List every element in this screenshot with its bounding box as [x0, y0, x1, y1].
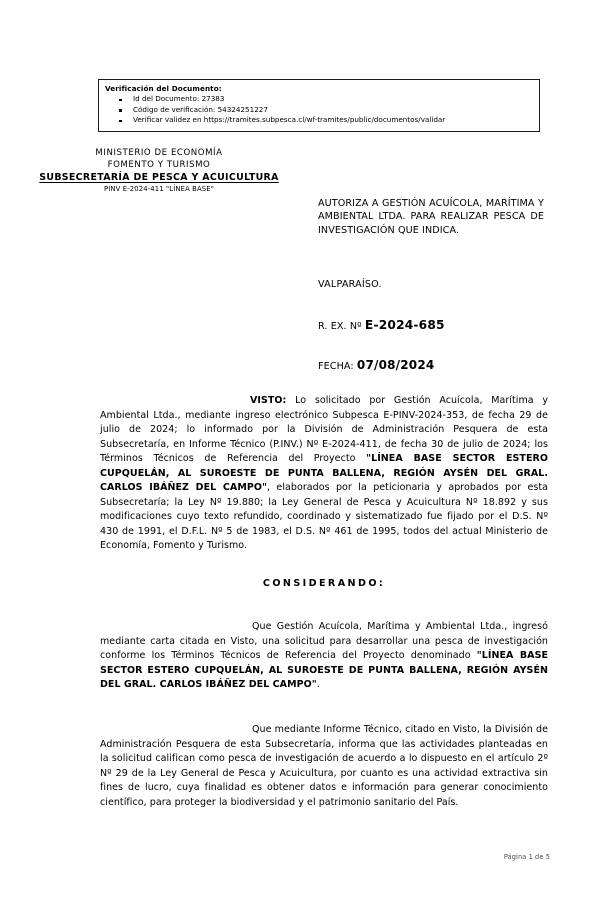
- considerando-2-text: Que mediante Informe Técnico, citado en Visto, la División de Administración Pesquera de esta Subsecretaría, informa que las actividades planteadas en la solicitud califican como pesca de investigación de acuerdo a lo dispuesto en el artículo 2º Nº 29 de la Ley General de Pesca y Acuicultura, por cuanto es una actividad extractiva sin fines de lucro, cuya finalidad es obtener datos e información para generar conocimiento científico, para proteger la biodiversidad y el patrimonio sanitario del País.: [100, 724, 548, 808]
- subject-block: AUTORIZA A GESTIÓN ACUÍCOLA, MARÍTIMA Y AMBIENTAL LTDA. PARA REALIZAR PESCA DE INVESTIGACIÓN QUE INDICA.: [318, 198, 544, 236]
- visto-part1: Lo solicitado por Gestión Acuícola, Marítima y Ambiental Ltda., mediante ingreso electrónico Subpesca E-PINV-2024-353, de fecha 29 de julio de 2024; lo informado por la División de Administración Pesquera de esta Subsecretaría, en Informe Técnico (P.INV.) Nº E-2024-411, de fecha 30 de julio de 2024; los Términos Técnicos de Referencia del Proyecto: [100, 395, 548, 464]
- date-line: [318, 358, 434, 372]
- date-label: FECHA:: [318, 361, 354, 372]
- considerando-paragraph-2: [100, 723, 548, 810]
- visto-part2: , elaborados por la peticionaria y aprobados por esta Subsecretaría; la Ley Nº 19.880; la Ley General de Pesca y Acuicultura Nº 18.892 y sus modificaciones cuyo texto refundido, coordinado y sistematizado fue fijado por el D.S. Nº 430 de 1991, el D.F.L. Nº 5 de 1983, el D.S. Nº 461 de 1995, todos del actual Ministerio de Economía, Fomento y Turismo.: [100, 482, 549, 551]
- considerando-1-project-title: "LÍNEA BASE SECTOR ESTERO CUPQUELÁN, AL SUROESTE DE PUNTA BALLENA, REGIÓN AYSÉN DEL GRAL. CARLOS IBÁÑEZ DEL CAMPO": [100, 650, 548, 690]
- verification-title: Verificación del Documento:: [105, 84, 222, 93]
- resolution-number: E-2024-685: [364, 318, 445, 332]
- verification-list: [105, 94, 533, 126]
- letterhead: [28, 148, 290, 194]
- considerando-1-part2: .: [316, 679, 320, 690]
- visto-project-title: "LÍNEA BASE SECTOR ESTERO CUPQUELÁN, AL SUROESTE DE PUNTA BALLENA, REGIÓN AYSÉN DEL GRAL. CARLOS IBÁÑEZ DEL CAMPO": [100, 453, 548, 493]
- resolution-label: R. EX. Nº: [318, 321, 362, 332]
- place-of-issue: VALPARAÍSO.: [318, 279, 382, 290]
- page-number: Página 1 de 5: [503, 853, 550, 861]
- verification-item-id: Id del Documento: 27383: [105, 94, 533, 105]
- ministry-name: MINISTERIO DE ECONOMÍA: [95, 148, 223, 158]
- considerando-heading: CONSIDERANDO:: [262, 578, 386, 589]
- considerando-1-part1: Que Gestión Acuícola, Marítima y Ambiental Ltda., ingresó mediante carta citada en Visto, una solicitud para desarrollar una pesca de investigación conforme los Términos Técnicos de Referencia del Proyecto denominado: [100, 621, 548, 661]
- resolution-line: [318, 318, 445, 332]
- considerando-paragraph-1: [100, 620, 548, 693]
- ministry-subline: FOMENTO Y TURISMO: [107, 159, 211, 170]
- visto-paragraph: [100, 394, 548, 554]
- agency-name: SUBSECRETARÍA DE PESCA Y ACUICULTURA: [39, 172, 279, 183]
- verification-item-code: Código de verificación: 54324251227: [105, 105, 533, 116]
- date-value: 07/08/2024: [356, 358, 435, 372]
- verification-item-url[interactable]: Verificar validez en https://tramites.subpesca.cl/wf-tramites/public/documentos/validar: [105, 115, 533, 126]
- project-code: PINV E-2024-411 "LÍNEA BASE": [104, 185, 214, 193]
- verification-box: [98, 79, 540, 132]
- visto-heading: VISTO:: [250, 395, 287, 406]
